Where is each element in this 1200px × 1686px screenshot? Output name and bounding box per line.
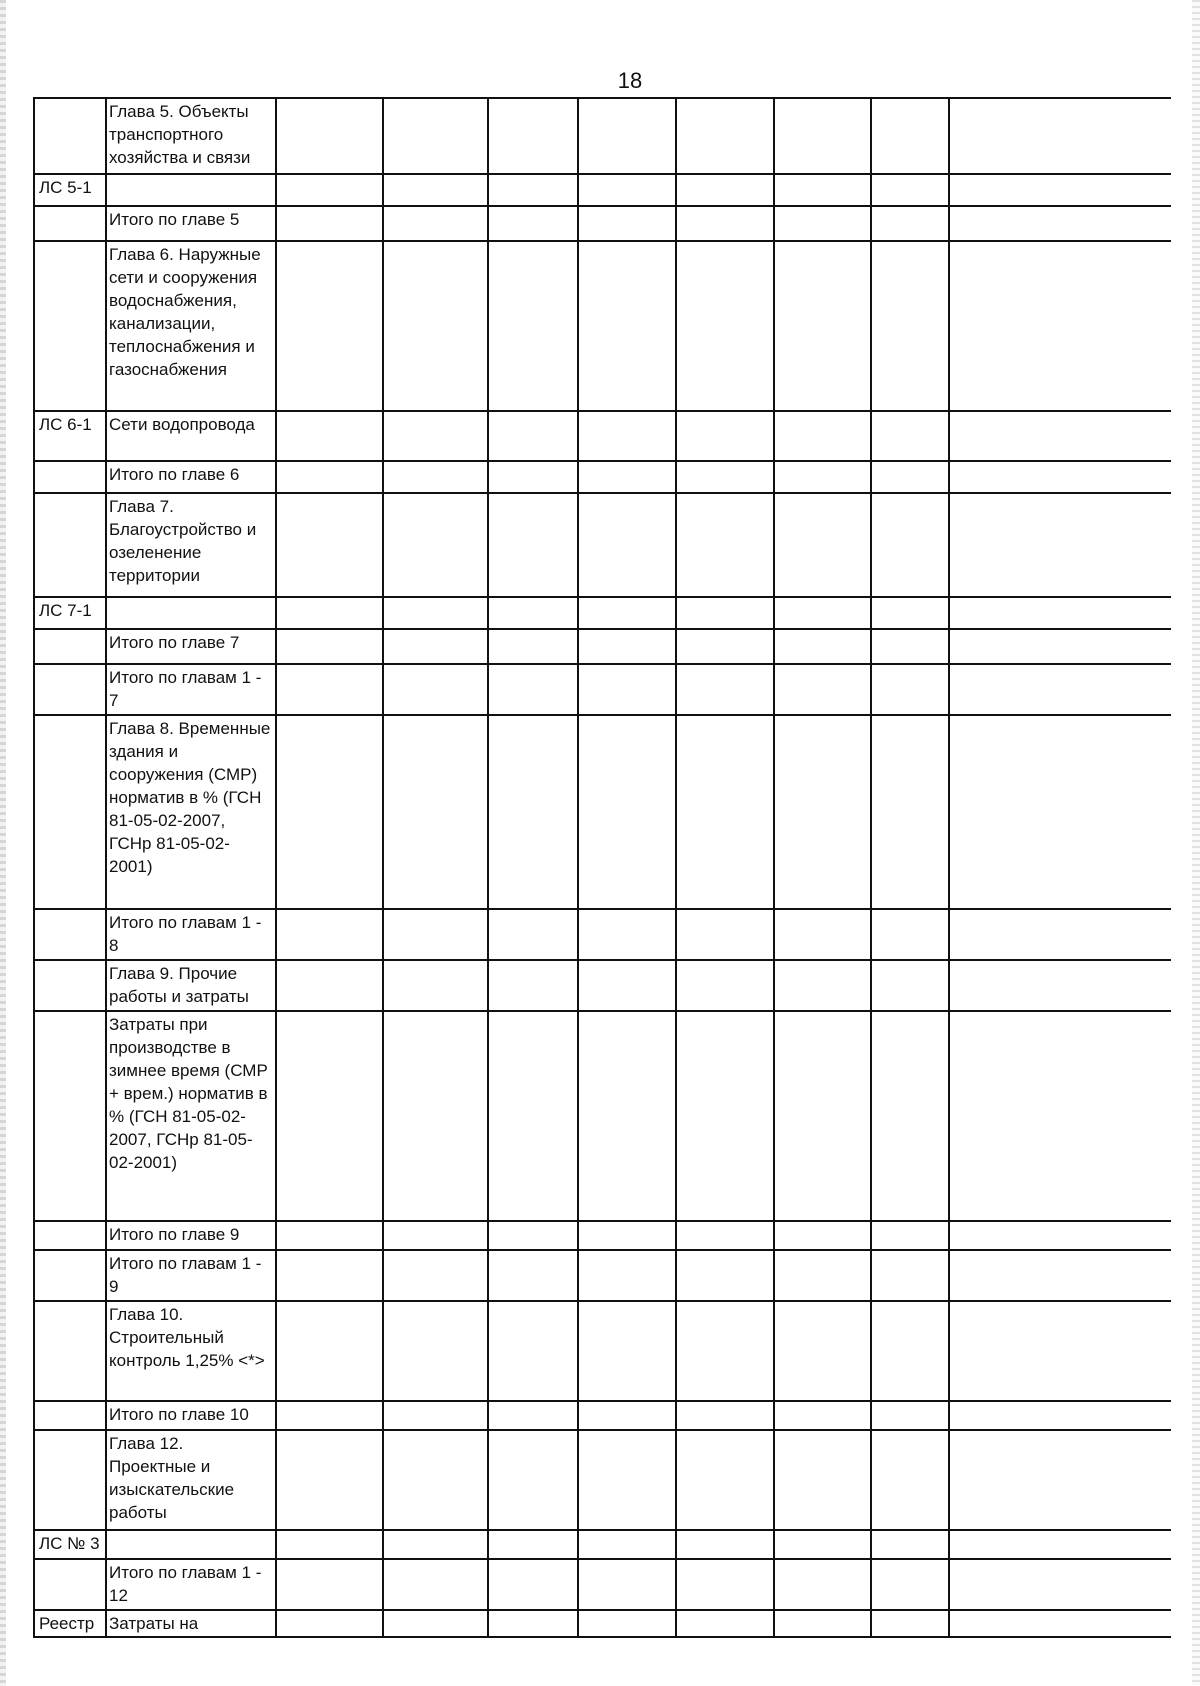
empty-value-cell xyxy=(276,1011,383,1221)
empty-value-cell xyxy=(871,98,949,174)
empty-value-cell xyxy=(276,174,383,206)
empty-value-cell xyxy=(676,98,774,174)
row-code-cell xyxy=(34,1559,106,1610)
empty-value-cell xyxy=(871,1011,949,1221)
table-row xyxy=(34,1301,1171,1401)
empty-value-cell xyxy=(774,411,871,461)
row-code-cell xyxy=(34,241,106,411)
empty-value-cell xyxy=(676,715,774,909)
empty-value-cell xyxy=(383,715,488,909)
empty-value-cell xyxy=(871,1610,949,1637)
empty-value-cell xyxy=(578,1610,676,1637)
empty-value-cell xyxy=(949,1401,1171,1430)
empty-value-cell xyxy=(676,1250,774,1301)
empty-value-cell xyxy=(578,98,676,174)
empty-value-cell xyxy=(871,1559,949,1610)
empty-value-cell xyxy=(774,1530,871,1559)
table-row xyxy=(34,493,1171,597)
table-row xyxy=(34,174,1171,206)
empty-value-cell xyxy=(949,174,1171,206)
empty-value-cell xyxy=(949,909,1171,960)
empty-value-cell xyxy=(578,411,676,461)
empty-value-cell xyxy=(383,1250,488,1301)
row-code-cell xyxy=(34,1011,106,1221)
empty-value-cell xyxy=(871,664,949,715)
row-name-cell: Глава 7. Благоустройство и озеленение территории xyxy=(106,493,276,597)
empty-value-cell xyxy=(676,1559,774,1610)
empty-value-cell xyxy=(488,664,578,715)
row-name-cell: Итого по главе 9 xyxy=(106,1221,276,1250)
table-row xyxy=(34,1401,1171,1430)
empty-value-cell xyxy=(774,98,871,174)
empty-value-cell xyxy=(774,1250,871,1301)
empty-value-cell xyxy=(276,1610,383,1637)
estimate-table xyxy=(33,97,1171,1638)
row-name-cell: Итого по главе 7 xyxy=(106,629,276,664)
empty-value-cell xyxy=(578,1250,676,1301)
empty-value-cell xyxy=(488,241,578,411)
empty-value-cell xyxy=(578,1301,676,1401)
empty-value-cell xyxy=(676,1610,774,1637)
empty-value-cell xyxy=(871,715,949,909)
empty-value-cell xyxy=(676,206,774,241)
empty-value-cell xyxy=(383,629,488,664)
empty-value-cell xyxy=(871,1430,949,1530)
row-code-cell xyxy=(34,98,106,174)
empty-value-cell xyxy=(276,629,383,664)
empty-value-cell xyxy=(871,206,949,241)
empty-value-cell xyxy=(774,1221,871,1250)
empty-value-cell xyxy=(949,960,1171,1011)
empty-value-cell xyxy=(383,1430,488,1530)
row-name-cell xyxy=(106,597,276,629)
empty-value-cell xyxy=(871,493,949,597)
empty-value-cell xyxy=(871,1530,949,1559)
empty-value-cell xyxy=(578,206,676,241)
empty-value-cell xyxy=(949,1250,1171,1301)
empty-value-cell xyxy=(383,1610,488,1637)
empty-value-cell xyxy=(676,461,774,493)
row-name-cell xyxy=(106,174,276,206)
empty-value-cell xyxy=(774,1011,871,1221)
table-row xyxy=(34,1530,1171,1559)
empty-value-cell xyxy=(276,241,383,411)
row-code-cell xyxy=(34,1250,106,1301)
table-row xyxy=(34,1011,1171,1221)
table-row xyxy=(34,909,1171,960)
row-name-cell: Итого по главам 1 - 9 xyxy=(106,1250,276,1301)
empty-value-cell xyxy=(488,715,578,909)
empty-value-cell xyxy=(488,493,578,597)
empty-value-cell xyxy=(774,493,871,597)
table-row xyxy=(34,1430,1171,1530)
empty-value-cell xyxy=(488,1610,578,1637)
row-code-cell: Реестр xyxy=(34,1610,106,1637)
empty-value-cell xyxy=(676,664,774,715)
empty-value-cell xyxy=(676,1011,774,1221)
row-code-cell xyxy=(34,1221,106,1250)
row-code-cell xyxy=(34,715,106,909)
empty-value-cell xyxy=(383,1530,488,1559)
empty-value-cell xyxy=(488,597,578,629)
empty-value-cell xyxy=(383,411,488,461)
empty-value-cell xyxy=(774,1559,871,1610)
row-name-cell: Глава 5. Объекты транспортного хозяйства и связи xyxy=(106,98,276,174)
empty-value-cell xyxy=(578,1011,676,1221)
table-row xyxy=(34,206,1171,241)
empty-value-cell xyxy=(383,493,488,597)
row-code-cell xyxy=(34,1401,106,1430)
empty-value-cell xyxy=(949,1011,1171,1221)
row-code-cell: ЛС 5-1 xyxy=(34,174,106,206)
table-row xyxy=(34,1559,1171,1610)
empty-value-cell xyxy=(276,461,383,493)
row-code-cell xyxy=(34,206,106,241)
empty-value-cell xyxy=(774,461,871,493)
empty-value-cell xyxy=(276,1530,383,1559)
row-name-cell: Затраты на xyxy=(106,1610,276,1637)
empty-value-cell xyxy=(276,1430,383,1530)
empty-value-cell xyxy=(871,1221,949,1250)
empty-value-cell xyxy=(488,1559,578,1610)
empty-value-cell xyxy=(276,98,383,174)
empty-value-cell xyxy=(949,493,1171,597)
empty-value-cell xyxy=(774,629,871,664)
empty-value-cell xyxy=(488,1430,578,1530)
empty-value-cell xyxy=(276,1401,383,1430)
empty-value-cell xyxy=(578,909,676,960)
empty-value-cell xyxy=(488,98,578,174)
empty-value-cell xyxy=(676,493,774,597)
scan-edge-right xyxy=(1192,0,1200,1686)
empty-value-cell xyxy=(488,1530,578,1559)
empty-value-cell xyxy=(383,1011,488,1221)
empty-value-cell xyxy=(383,461,488,493)
empty-value-cell xyxy=(578,1430,676,1530)
row-code-cell xyxy=(34,1430,106,1530)
empty-value-cell xyxy=(676,1430,774,1530)
empty-value-cell xyxy=(488,629,578,664)
empty-value-cell xyxy=(949,664,1171,715)
empty-value-cell xyxy=(949,629,1171,664)
empty-value-cell xyxy=(488,1221,578,1250)
empty-value-cell xyxy=(488,1011,578,1221)
table-row xyxy=(34,98,1171,174)
table-row xyxy=(34,664,1171,715)
empty-value-cell xyxy=(488,1401,578,1430)
empty-value-cell xyxy=(676,597,774,629)
empty-value-cell xyxy=(676,909,774,960)
empty-value-cell xyxy=(774,1401,871,1430)
table-row xyxy=(34,715,1171,909)
empty-value-cell xyxy=(871,1401,949,1430)
empty-value-cell xyxy=(578,461,676,493)
row-code-cell xyxy=(34,493,106,597)
empty-value-cell xyxy=(578,1401,676,1430)
empty-value-cell xyxy=(871,909,949,960)
empty-value-cell xyxy=(578,493,676,597)
empty-value-cell xyxy=(949,597,1171,629)
empty-value-cell xyxy=(871,174,949,206)
empty-value-cell xyxy=(949,1221,1171,1250)
empty-value-cell xyxy=(949,1559,1171,1610)
row-code-cell xyxy=(34,960,106,1011)
empty-value-cell xyxy=(871,629,949,664)
row-code-cell xyxy=(34,664,106,715)
empty-value-cell xyxy=(383,664,488,715)
empty-value-cell xyxy=(871,597,949,629)
empty-value-cell xyxy=(949,1530,1171,1559)
empty-value-cell xyxy=(488,909,578,960)
empty-value-cell xyxy=(383,1301,488,1401)
empty-value-cell xyxy=(949,241,1171,411)
row-name-cell: Итого по главе 6 xyxy=(106,461,276,493)
empty-value-cell xyxy=(488,1250,578,1301)
empty-value-cell xyxy=(276,493,383,597)
empty-value-cell xyxy=(578,174,676,206)
empty-value-cell xyxy=(383,909,488,960)
empty-value-cell xyxy=(676,960,774,1011)
empty-value-cell xyxy=(676,1401,774,1430)
empty-value-cell xyxy=(383,1401,488,1430)
empty-value-cell xyxy=(383,960,488,1011)
empty-value-cell xyxy=(276,411,383,461)
empty-value-cell xyxy=(276,664,383,715)
empty-value-cell xyxy=(383,98,488,174)
empty-value-cell xyxy=(276,1221,383,1250)
empty-value-cell xyxy=(578,715,676,909)
table-row xyxy=(34,1250,1171,1301)
table-row xyxy=(34,960,1171,1011)
empty-value-cell xyxy=(774,1610,871,1637)
table-row xyxy=(34,241,1171,411)
empty-value-cell xyxy=(774,1430,871,1530)
empty-value-cell xyxy=(949,411,1171,461)
empty-value-cell xyxy=(774,241,871,411)
empty-value-cell xyxy=(276,1250,383,1301)
empty-value-cell xyxy=(578,1559,676,1610)
empty-value-cell xyxy=(488,1301,578,1401)
empty-value-cell xyxy=(488,461,578,493)
empty-value-cell xyxy=(383,174,488,206)
empty-value-cell xyxy=(871,241,949,411)
empty-value-cell xyxy=(871,960,949,1011)
empty-value-cell xyxy=(676,1301,774,1401)
empty-value-cell xyxy=(676,411,774,461)
row-name-cell: Итого по главе 10 xyxy=(106,1401,276,1430)
row-code-cell xyxy=(34,461,106,493)
row-code-cell xyxy=(34,629,106,664)
empty-value-cell xyxy=(774,597,871,629)
empty-value-cell xyxy=(578,664,676,715)
row-name-cell: Итого по главам 1 - 7 xyxy=(106,664,276,715)
table-row xyxy=(34,411,1171,461)
empty-value-cell xyxy=(383,206,488,241)
table-row xyxy=(34,1221,1171,1250)
empty-value-cell xyxy=(488,960,578,1011)
empty-value-cell xyxy=(949,1610,1171,1637)
row-name-cell xyxy=(106,1530,276,1559)
empty-value-cell xyxy=(676,241,774,411)
empty-value-cell xyxy=(578,241,676,411)
empty-value-cell xyxy=(774,909,871,960)
row-name-cell: Итого по главам 1 - 12 xyxy=(106,1559,276,1610)
empty-value-cell xyxy=(383,1559,488,1610)
empty-value-cell xyxy=(578,960,676,1011)
empty-value-cell xyxy=(676,629,774,664)
empty-value-cell xyxy=(774,174,871,206)
table-row xyxy=(34,461,1171,493)
empty-value-cell xyxy=(276,960,383,1011)
row-name-cell: Сети водопровода xyxy=(106,411,276,461)
empty-value-cell xyxy=(949,1430,1171,1530)
empty-value-cell xyxy=(488,411,578,461)
empty-value-cell xyxy=(676,1221,774,1250)
empty-value-cell xyxy=(871,1301,949,1401)
empty-value-cell xyxy=(871,461,949,493)
row-name-cell: Глава 9. Прочие работы и затраты xyxy=(106,960,276,1011)
empty-value-cell xyxy=(383,1221,488,1250)
row-code-cell: ЛС 6-1 xyxy=(34,411,106,461)
empty-value-cell xyxy=(488,206,578,241)
empty-value-cell xyxy=(774,1301,871,1401)
empty-value-cell xyxy=(276,597,383,629)
empty-value-cell xyxy=(774,715,871,909)
empty-value-cell xyxy=(774,664,871,715)
empty-value-cell xyxy=(871,1250,949,1301)
row-name-cell: Итого по главам 1 - 8 xyxy=(106,909,276,960)
empty-value-cell xyxy=(774,206,871,241)
row-name-cell: Глава 8. Временные здания и сооружения (СМР) норматив в % (ГСН 81-05-02-2007, ГСНр 81-05-02-2001) xyxy=(106,715,276,909)
row-name-cell: Глава 12. Проектные и изыскательские работы xyxy=(106,1430,276,1530)
empty-value-cell xyxy=(949,1301,1171,1401)
empty-value-cell xyxy=(578,597,676,629)
row-name-cell: Глава 10. Строительный контроль 1,25% <*> xyxy=(106,1301,276,1401)
empty-value-cell xyxy=(949,98,1171,174)
row-name-cell: Глава 6. Наружные сети и сооружения водоснабжения, канализации, теплоснабжения и газоснабжения xyxy=(106,241,276,411)
table-row xyxy=(34,597,1171,629)
empty-value-cell xyxy=(276,206,383,241)
empty-value-cell xyxy=(774,960,871,1011)
page-number: 18 xyxy=(617,68,643,93)
empty-value-cell xyxy=(578,1221,676,1250)
empty-value-cell xyxy=(276,1559,383,1610)
empty-value-cell xyxy=(383,241,488,411)
empty-value-cell xyxy=(871,411,949,461)
table-row xyxy=(34,629,1171,664)
row-code-cell xyxy=(34,1301,106,1401)
empty-value-cell xyxy=(578,629,676,664)
empty-value-cell xyxy=(578,1530,676,1559)
row-code-cell xyxy=(34,909,106,960)
row-name-cell: Затраты при производстве в зимнее время (СМР + врем.) норматив в % (ГСН 81-05-02-2007, ГСНр 81-05-02-2001) xyxy=(106,1011,276,1221)
empty-value-cell xyxy=(949,206,1171,241)
empty-value-cell xyxy=(276,909,383,960)
empty-value-cell xyxy=(383,597,488,629)
row-name-cell: Итого по главе 5 xyxy=(106,206,276,241)
empty-value-cell xyxy=(276,715,383,909)
empty-value-cell xyxy=(676,174,774,206)
empty-value-cell xyxy=(949,715,1171,909)
row-code-cell: ЛС 7-1 xyxy=(34,597,106,629)
scan-edge-left xyxy=(0,0,6,1686)
row-code-cell: ЛС № 3 xyxy=(34,1530,106,1559)
empty-value-cell xyxy=(488,174,578,206)
table-row xyxy=(34,1610,1171,1637)
empty-value-cell xyxy=(676,1530,774,1559)
empty-value-cell xyxy=(276,1301,383,1401)
empty-value-cell xyxy=(949,461,1171,493)
